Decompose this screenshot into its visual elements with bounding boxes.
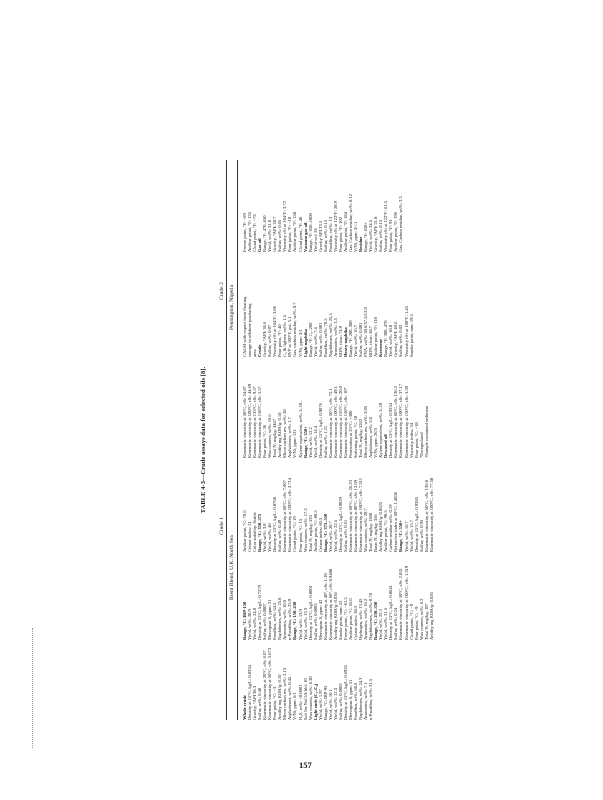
- table-line: Pour point, °F: 91: [388, 219, 394, 252]
- table-title: TABLE 4-3—Crude assays data for selected oils [8].: [200, 366, 207, 514]
- table-line: Sulfur, wt%: 0.61: [342, 519, 348, 552]
- table-line: Kinematic viscosity at 20°C, cSt: 6.07: [262, 650, 268, 720]
- table-line: Carbon residue wt%: 0.19: [388, 504, 394, 552]
- table-line: Naphthenes, wt%: 25.8: [277, 597, 283, 640]
- table-line: H₂S, wt%: <0.0001: [297, 684, 303, 720]
- table-line: Density at 15°C, kg/L: 0.7279: [257, 585, 263, 640]
- table-line: Paraffins, vol%: 70.5: [322, 318, 328, 357]
- table-line: *Extrapolated: [418, 432, 424, 458]
- table-line: Gas, carbon residue, wt%: 0.7: [292, 302, 298, 357]
- table-line: Range, °C: 230–350: [373, 601, 379, 640]
- table-line: Total N, mg/kg: 533: [307, 515, 313, 552]
- table-line: Smoke point, mm: 19.5: [408, 314, 414, 357]
- table-line: Kinematic viscosity at 100°C, cSt: 7.311: [358, 477, 364, 552]
- table-line: Yield, vol%: 15.7: [408, 519, 414, 552]
- table-line: Viscosity cSt at 122°F: 28.9: [332, 201, 338, 252]
- table-line: Gravity, °API: 21.8: [373, 216, 379, 252]
- table-line: Yield, wt%: 1.97: [317, 689, 323, 720]
- table-line: Wax content, wt%: 16.6: [267, 414, 273, 458]
- table-line: Gravity API 23.5: [317, 220, 323, 252]
- table-line: Kinematic viscosity at 100°C, cSt: 49.1: [332, 386, 338, 458]
- table-line: Asphaltenes, wt%: 5.0: [368, 417, 374, 458]
- table-line: Wax content, wt%: 6.2: [418, 598, 424, 640]
- table-line: Yield, vol%: 18.0: [388, 324, 394, 357]
- table-line: Kinematic viscosity at 150°C, cSt: 5.59: [403, 386, 409, 458]
- table-line: Sulfur, wt%: 0.49: [277, 519, 283, 552]
- table-line: Pour point, °F: −10: [287, 216, 293, 252]
- table-line: Aromatics, wt%: 10.0: [282, 600, 288, 640]
- table-line: Aniline point, °F: 118: [373, 317, 379, 357]
- table-line: RON, clear: 74.9: [337, 325, 343, 357]
- table-line: Aniline point, °F: 184: [342, 212, 348, 252]
- table-line: V/Ni, ppm: 3/<1: [353, 221, 359, 252]
- table-line: Gravity, °API: 28.7: [272, 216, 278, 252]
- table-line: Pour point, °C: 15: [297, 518, 303, 552]
- table-line: Sulfur, wt%: 0.05: [277, 219, 283, 252]
- table-line: V/Ni, ppm: 26/3: [373, 428, 379, 458]
- table-line: Gas. Carbon residue, wt%: 0.12: [347, 194, 353, 252]
- page-number: 157: [299, 760, 312, 770]
- table-line: Viscosity cSt at 104°F: 3.06: [272, 306, 278, 357]
- table-line: Kinematic viscosity at 150°C, cSt: 10*: [342, 387, 348, 458]
- table-line: Kinematic viscosity at 100°C, cSt: 77.58: [428, 477, 434, 552]
- table-line: n-Paraffins, wt%: 31.5: [368, 678, 374, 720]
- table-line: Sulfur, wt%: 0.07: [267, 324, 273, 357]
- header-rule-top: [226, 160, 227, 720]
- table-line: Mercaptan S, ppm: 51: [347, 679, 353, 720]
- table-line: Yield, vol%: 12.3: [332, 687, 338, 720]
- table-line: Pour point, °F: 40: [277, 324, 283, 357]
- table-line: Density at 15°C, kg/L: 0.9254: [388, 403, 394, 458]
- table-line: Light ends (C₁–C₄): [312, 683, 318, 720]
- table-line: Cloud point, °C: 19: [292, 516, 298, 552]
- table-line: Yield, wt%: 22.3: [378, 609, 384, 640]
- table-line: Paraffins, wt%: 64.5: [272, 602, 278, 640]
- table-line: Asphaltenes, wt%: 1.7: [287, 417, 293, 458]
- table-line: Wax content, wt%: 17.3: [302, 508, 308, 552]
- table-line: Wax content, wt%: 6.30: [307, 676, 313, 720]
- table-line: Acidity mg KOH/g: 0.036: [332, 592, 338, 640]
- table-column-6: [242, 194, 404, 252]
- table-line: Kinematic viscosity at 60°, cSt: 0.9488: [327, 568, 333, 640]
- table-line: Sulfur, wt%: 0.0085: [312, 603, 318, 640]
- table-line: Yield, vol%: 22.5: [332, 519, 338, 552]
- table-line: Gravity, °API: 36.6: [262, 321, 268, 357]
- table-line: Sulfur, wt%: 0.40: [257, 687, 263, 720]
- table-line: Acidity mg KOH/g: 0.026: [428, 592, 434, 640]
- table-line: Sulfur, wt%: 0.0002: [337, 683, 343, 720]
- table-line: Pour point, °C: 36: [262, 424, 268, 458]
- table-line: n-Paraffins, wt%: 25.9: [287, 598, 293, 640]
- table-line: Kinematic viscosity at 150°C, cSt: 5.5*: [257, 386, 263, 458]
- table-line: Yield, wt%: 13.9: [297, 609, 303, 640]
- table-line: Naphthalenes, vol%: 0.70: [368, 593, 374, 640]
- table-line: Smoke point, mm: 22: [337, 600, 343, 640]
- table-line: Gas oil: [257, 238, 263, 252]
- table-line: Kerosene: [378, 338, 384, 357]
- table-line: Range, °C: 150–230: [292, 601, 298, 640]
- table-line: Freeze point, °C: −61.5: [342, 597, 348, 640]
- table-line: Kinematic viscosity at 50°C, cSt: 2.831: [398, 568, 404, 640]
- table-line: Cloud point, °F: −76: [252, 214, 258, 252]
- table-line: Range, °C: 350–375: [257, 513, 263, 552]
- table-line: Cloud point, °C: −9: [408, 604, 414, 640]
- table-line: Range, °C: 375–550: [322, 513, 328, 552]
- table-line: Kinematic viscosity at 80°C, cSt: 12.69: [353, 480, 359, 552]
- table-line: Pour point, °F: 102: [337, 217, 343, 252]
- table-line: Yield, vol%: 31.0: [267, 219, 273, 252]
- table-line: RVP at 100°F, psi: 5.1: [287, 316, 293, 357]
- table-line: Refractive index at 60°C: 1.4836: [393, 491, 399, 552]
- table-line: Density at 15°C, kg/L: 0.8768: [272, 497, 278, 552]
- table-line: CALM with export from floating: [242, 296, 247, 357]
- table-line: Yield, vol%: 7.4: [312, 327, 318, 357]
- table-line: Density at 15°C, kg/L: 0.8001: [307, 585, 313, 640]
- table-line: Kinematic viscosity at 50°C, cSt: 3.673: [267, 648, 273, 720]
- rotated-table: [52, 160, 522, 720]
- table-line: Asphaltenes, wt%: 0.45: [287, 676, 293, 720]
- table-line: Aniline point, °C: 80.5: [312, 510, 318, 552]
- table-line: Yield, vol%: 24.5: [368, 219, 374, 252]
- crude1-subheader: Brent Blend, U.K. North Sea: [229, 535, 235, 600]
- table-column-5: [242, 297, 414, 357]
- table-line: Range, °C: 350+: [302, 426, 308, 458]
- table-line: Density at 15°C, kg/L: 0.9029: [337, 497, 343, 552]
- table-line: Total N, mg/kg: 1500: [368, 512, 374, 552]
- table-line: Yield, wt%: 16.7: [403, 521, 409, 552]
- table-line: Range, °F: 470–650: [262, 215, 268, 252]
- table-line: PNA, vol%: 30.6/57.5/12.0: [363, 307, 369, 357]
- table-line: Total N, mg/kg: 107: [423, 603, 429, 640]
- table-line: Salt lbs NaCl/k bbl: 10: [302, 678, 308, 720]
- table-line: Sulfur, wt%: 0.02: [398, 324, 404, 357]
- table-line: Cetane index: 51: [247, 521, 253, 552]
- table-column-2: [242, 566, 434, 640]
- table-line: Freeze point, °F: −69: [242, 213, 247, 252]
- table-column-4: [242, 384, 429, 458]
- table-line: †Sample contained sediment: [423, 405, 429, 458]
- table-line: Total N, mg/kg: 5262: [358, 418, 364, 458]
- table-line: Hydrogen, wt%: 13.45: [358, 598, 364, 640]
- header-rule-bottom: [237, 160, 238, 720]
- table-line: Viscosity index: 54: [408, 422, 414, 458]
- table-line: Acidity mg KOH/g: 0.18: [277, 412, 283, 458]
- table-line: Range, °F: C₅–200: [307, 322, 313, 357]
- table-line: Light naphtha: [302, 329, 308, 357]
- table-line: Sulfur, wt%: 1.21: [322, 425, 328, 458]
- table-line: Kinematic viscosity at 60°C, cSt: 26.23: [347, 480, 353, 552]
- crude2-header: Crude 2: [219, 282, 225, 300]
- table-line: Yield, vol%: 16.7: [353, 324, 359, 357]
- table-line: Wax content, wt%: 20.7: [363, 508, 369, 552]
- table-line: Kinematic viscosity at 100°C, cSt: 44.69: [247, 383, 253, 458]
- table-line: Range, °C: IBP-150: [242, 601, 247, 640]
- table-line: Gravity, °API 38.3: [252, 685, 258, 720]
- table-line: area: [252, 349, 258, 357]
- table-line: Kinematic viscosity at 100°C, cSt: 2.714: [287, 477, 293, 552]
- table-line: RON, clear: 58.7: [368, 325, 374, 357]
- table-line: Yield vol: 26: [312, 228, 318, 252]
- table-line: Range, °C: 550+: [398, 520, 404, 552]
- table-line: Kinematic viscosity at 40°, cSt: 1.18: [322, 573, 328, 640]
- table-line: Kinematic viscosity at 100°C, cSt: 37.17: [398, 383, 404, 458]
- table-line: Kinematic viscosity at 50°C, cSt: 24.87: [242, 386, 247, 458]
- table-line: Viscosity cSt at 100°F: 1.45: [403, 306, 409, 357]
- table-line: Micro carbon res. wt%: 3.05: [363, 405, 369, 458]
- table-line: Yield, wt%: 10.1: [327, 689, 333, 720]
- table-line: Naphthenes, vol%: 25.5: [327, 313, 333, 357]
- table-line: Density at 15°C, kg/L: 0.9076: [317, 403, 323, 458]
- table-line: Aromatics, wt%: 7.1: [363, 682, 369, 720]
- table-line: Xylene equivalent, wt%: 5–10: [378, 402, 384, 458]
- table-line: Aniline point, °C: 55.0: [347, 598, 353, 640]
- table-line: Pour point, °C: −9: [413, 606, 419, 640]
- crude1-header: Crude 1: [219, 517, 225, 535]
- table-line: Yield, wt%: 3.8: [262, 523, 268, 552]
- table-line: Acidity mg KOH/g: 0.0625: [378, 501, 384, 552]
- table-line: Micro carbon res. wt%: 50: [282, 409, 288, 458]
- table-line: Density at 15°C, kg/L: 0.8334: [247, 665, 253, 720]
- table-line: Mercaptan S, ppm: 21: [267, 599, 273, 640]
- table-line: Micro carbon res. wt%: 2.13: [282, 667, 288, 720]
- table-line: Yield, wt%: 12.2: [307, 427, 313, 458]
- table-line: Residue: [358, 236, 364, 252]
- table-line: Dewaxed oil: [383, 434, 389, 458]
- table-line: Pour point, °C: −3: [272, 686, 278, 720]
- table-line: Density at 15°C, kg/L: 0.6926: [342, 665, 348, 720]
- table-line: Range, °F: 300–470: [383, 320, 389, 357]
- table-line: Gravity, °API: 40.6: [393, 321, 399, 357]
- table-line: Kinematic viscosity at 135°C, cSt: 9.5*: [252, 386, 258, 458]
- table-line: Penetration at 25°C: >300: [347, 410, 353, 458]
- table-line: Sulfur, wt%: 0.15: [378, 219, 384, 252]
- table-line: Viscosity cSt at 122°F: 61.5: [383, 201, 389, 252]
- table-line: Yield, wt%: 20.9: [247, 609, 253, 640]
- table-line: Range, °F: 650+: [363, 221, 369, 252]
- table-line: Viscosity cSt at 104°F: 3.72: [282, 201, 288, 252]
- table-line: Aniline point, °C: 90.5: [383, 510, 389, 552]
- table-line: Kinematic viscosity at 135°C, cSt: 20.0: [337, 386, 343, 458]
- table-line: Cetane index: 60.5: [317, 517, 323, 552]
- table-line: Whole crude: [242, 695, 247, 720]
- table-line: Range, °F: 200–300: [347, 320, 353, 357]
- table-line: Range, °C: IBP-95: [322, 685, 328, 720]
- table-line: Density at 15°C, kg/L: 0.8641: [388, 585, 394, 640]
- table-line: Kinematic viscosity at 50°C, cSt: 136.8: [423, 480, 429, 552]
- table-line: Color stability: Stable: [252, 512, 258, 552]
- table-line: Kinematic viscosity at 60°C, cSt: 7.067: [282, 480, 288, 552]
- table-line: Density at 15°C, kg/L: 0.9285: [413, 497, 419, 552]
- table-line: Aniline point, °F: 158: [292, 212, 298, 252]
- table-line: Basic N, mg/kg: 356: [373, 514, 379, 552]
- table-line: Kinematic viscosity at 60°C, cSt: 136.2: [393, 386, 399, 458]
- table-line: Yield, vol%: 21.5: [383, 607, 389, 640]
- table-line: Pour point, °C: −18: [413, 422, 419, 458]
- table-line: Sulfur, wt%: 0.95: [418, 519, 424, 552]
- table-line: Softening point, °C: 18: [353, 415, 359, 458]
- table-line: Aniline point, °C: 70.6: [242, 510, 247, 552]
- table-column-3: [242, 478, 434, 552]
- table-line: Sulfur, wt%: 0.0007: [262, 603, 268, 640]
- table-line: Aniline point, °F: 196: [393, 212, 399, 252]
- table-line: Total N, mg/kg: 3467: [272, 418, 278, 458]
- table-line: Kinematic viscosity at 50°C, cSt: 75.1: [327, 388, 333, 458]
- table-line: Acidity mg KOH/g: 0.10: [277, 674, 283, 720]
- table-line: V/Ni, ppm: 3/1: [297, 329, 303, 357]
- table-line: Sulfur, wt%: 0.24: [393, 607, 399, 640]
- table-line: Vacuum gas oil: [302, 222, 308, 252]
- table-line: Yield, vol%: 40: [267, 523, 273, 552]
- table-line: Paraffins, wt%: 68.6: [353, 682, 359, 720]
- table-line: Yield, vol%: 24.0: [252, 607, 258, 640]
- table-line: Aromatics, vol%: 3.5: [332, 318, 338, 357]
- table-column-1: [242, 648, 373, 720]
- table-line: Yield, vol%: 13.3: [302, 607, 308, 640]
- crude2-subheader: Pennington, Nigeria: [229, 284, 235, 330]
- table-line: storage in offshore producing: [247, 303, 253, 357]
- table-line: Range, °F: 650–1000: [307, 213, 313, 252]
- table-line: Heavy naphtha: [342, 327, 348, 357]
- table-line: Xylene equivalent, wt%: 5–10–: [297, 400, 303, 458]
- table-line: Paraffins, vol%: 13: [327, 216, 333, 252]
- table-line: C₃ & lighter, vol%: 1.5: [282, 314, 288, 357]
- table-line: Cetane index: 38.5: [353, 605, 359, 640]
- margin-mark: [32, 628, 36, 748]
- table-line: Sulfur, wt%: 0.001: [317, 322, 323, 357]
- table-line: Crude: [257, 344, 263, 357]
- table-line: V/Ni, ppm: 121: [292, 429, 298, 458]
- table-line: Sulfur, wt%: 0.15: [322, 219, 328, 252]
- table-line: Gas. Carbon residue, wt%: 2.3: [398, 196, 404, 252]
- table-line: Yield, wt%: 20.7: [327, 521, 333, 552]
- table-line: Aromatics, vol%: 16.2: [363, 598, 369, 640]
- table-line: Aniline point, °F: 135: [247, 212, 253, 252]
- table-line: Mercaptan S, ppm: 42: [317, 599, 323, 640]
- table-line: V/Ni, ppm: 6/1: [292, 692, 298, 720]
- table-line: Sulfur, wt%: 0.001: [358, 322, 364, 357]
- table-line: Kinematic viscosity at 100°C, cSt: 1.319: [403, 565, 409, 640]
- table-line: Naphthenes, wt%: 24.3: [358, 677, 364, 720]
- table-line: Cloud point, °F: 40: [297, 216, 303, 252]
- table-line: Yield, vol%: 14.4: [312, 425, 318, 458]
